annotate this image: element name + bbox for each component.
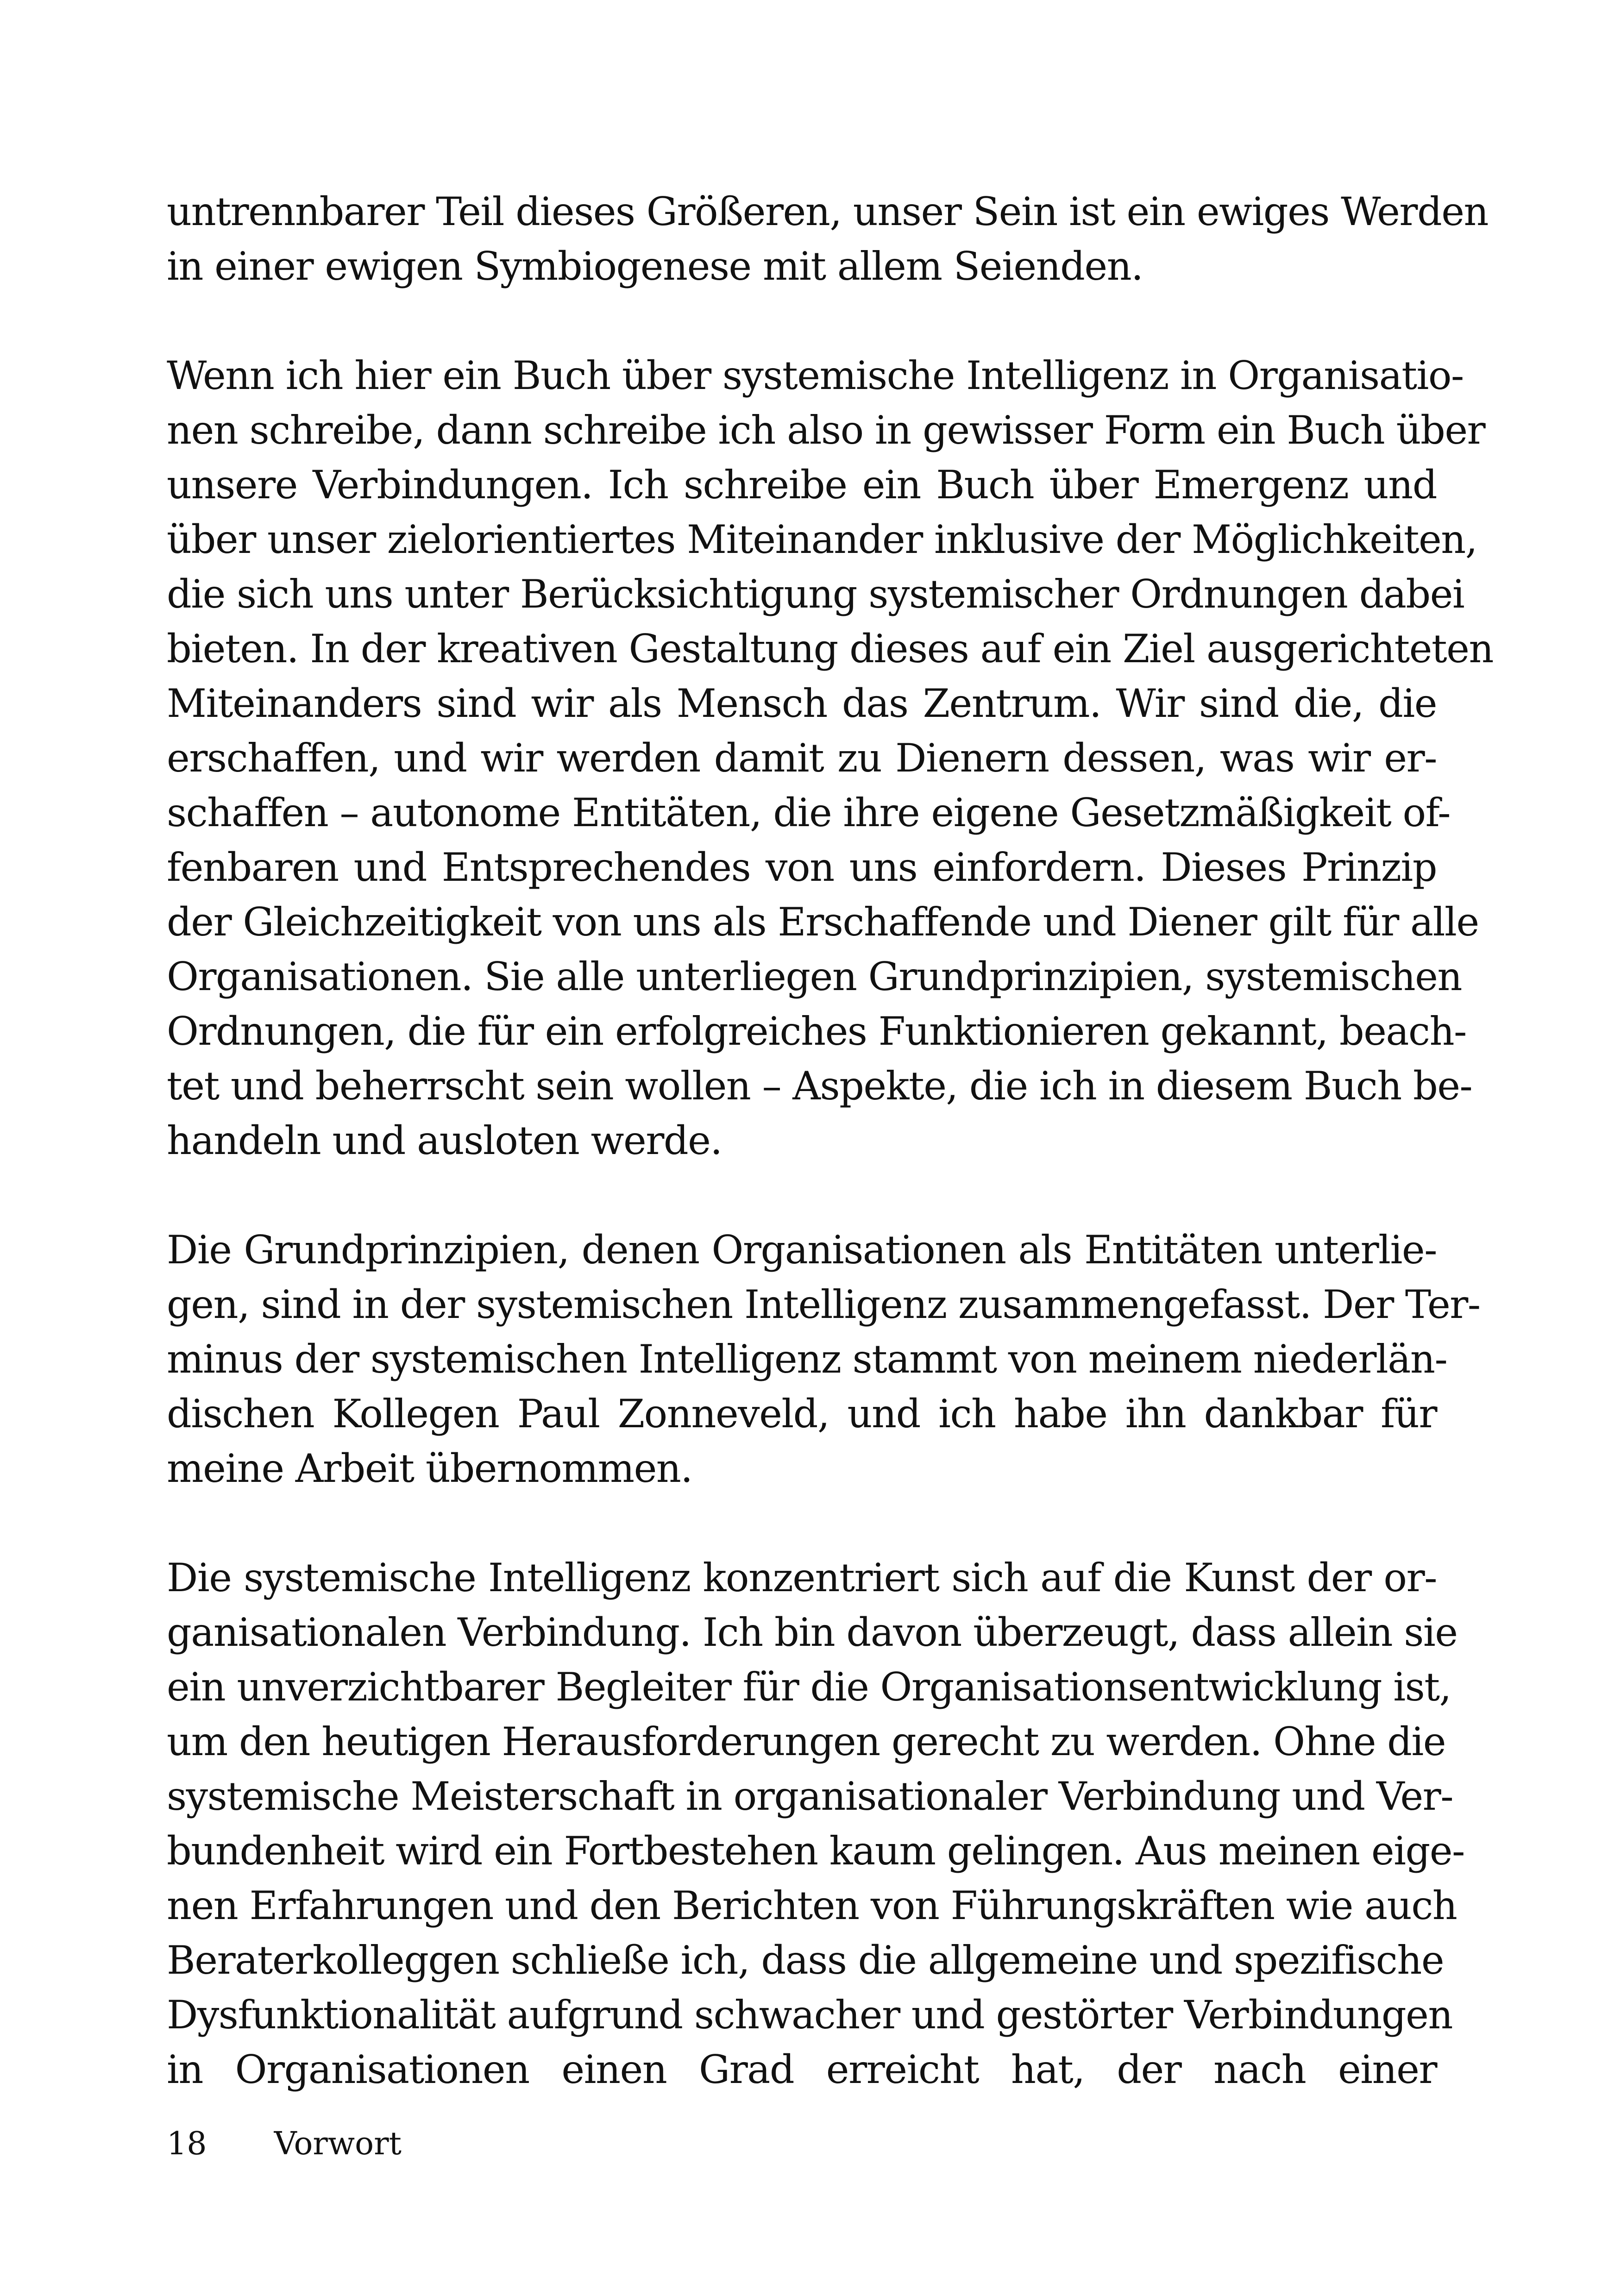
paragraph-gap (167, 1496, 1437, 1550)
text-line: Beraterkolleggen schließe ich, dass die allgemeine und spezifische (167, 1938, 1444, 1983)
text-line: dischen Kollegen Paul Zonneveld, und ich habe ihn dankbar für (167, 1391, 1437, 1437)
text-line: untrennbarer Teil dieses Größeren, unser Sein ist ein ewiges Werden (167, 189, 1489, 234)
text-line: Organisationen. Sie alle unterliegen Grundprinzipien, systemischen (167, 954, 1462, 999)
text-line: schaffen – autonome Entitäten, die ihre eigene Gesetzmäßigkeit of- (167, 790, 1451, 835)
text-line: Die Grundprinzipien, denen Organisationen als Entitäten unterlie- (167, 1227, 1437, 1273)
text-line: meine Arbeit übernommen. (167, 1446, 692, 1491)
text-line: um den heutigen Herausforderungen gerecht zu werden. Ohne die (167, 1719, 1445, 1764)
text-line: handeln und ausloten werde. (167, 1118, 722, 1163)
text-line: die sich uns unter Berücksichtigung systemischer Ordnungen dabei (167, 571, 1464, 617)
text-line: in einer ewigen Symbiogenese mit allem Seienden. (167, 244, 1143, 289)
text-line: nen Erfahrungen und den Berichten von Führungskräften wie auch (167, 1883, 1457, 1928)
text-line: fenbaren und Entsprechendes von uns einfordern. Dieses Prinzip (167, 845, 1437, 890)
paragraph-gap (167, 294, 1437, 348)
text-line: Dysfunktionalität aufgrund schwacher und gestörter Verbindungen (167, 1992, 1452, 2038)
text-line: Wenn ich hier ein Buch über systemische Intelligenz in Organisatio- (167, 353, 1464, 398)
text-line: bieten. In der kreativen Gestaltung dieses auf ein Ziel ausgerichteten (167, 626, 1493, 671)
text-line: über unser zielorientiertes Miteinander inklusive der Möglichkeiten, (167, 517, 1477, 562)
text-line: ganisationalen Verbindung. Ich bin davon überzeugt, dass allein sie (167, 1610, 1458, 1655)
paragraph-gap (167, 1168, 1437, 1223)
body-text (167, 184, 1493, 2097)
text-line: bundenheit wird ein Fortbestehen kaum gelingen. Aus meinen eige- (167, 1828, 1464, 1874)
text-line: der Gleichzeitigkeit von uns als Erschaffende und Diener gilt für alle (167, 899, 1479, 945)
text-line: tet und beherrscht sein wollen – Aspekte, die ich in diesem Buch be- (167, 1063, 1472, 1109)
text-line: in Organisationen einen Grad erreicht hat, der nach einer (167, 2047, 1437, 2092)
text-line: minus der systemischen Intelligenz stammt von meinem niederlän- (167, 1336, 1447, 1382)
text-line: ein unverzichtbarer Begleiter für die Organisationsentwicklung ist, (167, 1664, 1451, 1710)
text-line: Ordnungen, die für ein erfolgreiches Funktionieren gekannt, beach- (167, 1009, 1466, 1054)
running-head: Vorwort (274, 2126, 402, 2162)
text-line: Die systemische Intelligenz konzentriert sich auf die Kunst der or- (167, 1555, 1437, 1600)
text-line: systemische Meisterschaft in organisationaler Verbindung und Ver- (167, 1774, 1453, 1819)
text-line: Miteinanders sind wir als Mensch das Zentrum. Wir sind die, die (167, 681, 1437, 726)
text-line: nen schreibe, dann schreibe ich also in gewisser Form ein Buch über (167, 408, 1485, 453)
page-number: 18 (167, 2126, 207, 2162)
text-line: gen, sind in der systemischen Intelligenz zusammengefasst. Der Ter- (167, 1282, 1480, 1327)
text-line: erschaffen, und wir werden damit zu Dienern dessen, was wir er- (167, 735, 1437, 781)
text-line: unsere Verbindungen. Ich schreibe ein Buch über Emergenz und (167, 462, 1437, 508)
page-footer (167, 2123, 402, 2165)
